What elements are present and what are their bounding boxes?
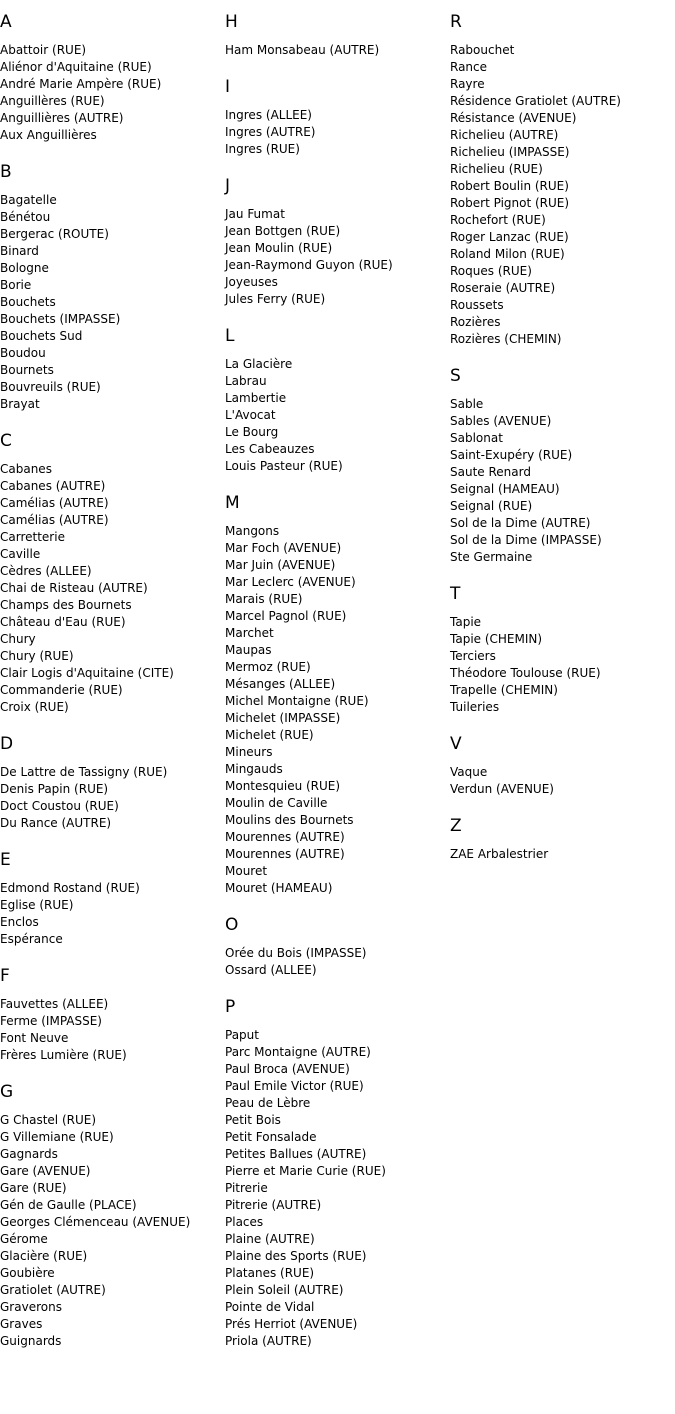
- street-link[interactable]: Bouchets (IMPASSE): [0, 312, 121, 326]
- street-link[interactable]: Paul Broca (AVENUE): [225, 1062, 350, 1076]
- letter-section: [450, 584, 672, 716]
- street-list: [450, 42, 672, 348]
- street-link[interactable]: Mouret: [225, 864, 268, 878]
- letter-section: [225, 915, 447, 979]
- street-index-column: [225, 12, 447, 1368]
- street-link[interactable]: Moulin de Caville: [225, 796, 328, 810]
- street-link[interactable]: Seignal (RUE): [450, 499, 533, 513]
- street-link[interactable]: Sol de la Dime (AUTRE): [450, 516, 591, 530]
- street-link[interactable]: Commanderie (RUE): [0, 683, 123, 697]
- street-link[interactable]: Gén de Gaulle (PLACE): [0, 1198, 137, 1212]
- letter-section: [0, 966, 222, 1064]
- street-link[interactable]: Edmond Rostand (RUE): [0, 881, 140, 895]
- street-link[interactable]: Ste Germaine: [450, 550, 533, 564]
- street-link[interactable]: Saint-Exupéry (RUE): [450, 448, 573, 462]
- street-list: [225, 1027, 447, 1350]
- section-letter-heading: F: [0, 966, 10, 986]
- street-link[interactable]: Gratiolet (AUTRE): [0, 1283, 106, 1297]
- street-link[interactable]: Saute Renard: [450, 465, 531, 479]
- street-link[interactable]: Résidence Gratiolet (AUTRE): [450, 94, 621, 108]
- street-link[interactable]: Rance: [450, 60, 488, 74]
- section-letter-heading: S: [450, 366, 461, 386]
- street-link[interactable]: Mourennes (AUTRE): [225, 847, 345, 861]
- street-link[interactable]: Anguillères (RUE): [0, 94, 105, 108]
- letter-section: [0, 850, 222, 948]
- street-link[interactable]: Espérance: [0, 932, 63, 946]
- street-link[interactable]: Mangons: [225, 524, 280, 538]
- street-link[interactable]: Frères Lumière (RUE): [0, 1048, 127, 1062]
- street-link[interactable]: Du Rance (AUTRE): [0, 816, 112, 830]
- street-link[interactable]: Ingres (AUTRE): [225, 125, 316, 139]
- street-link[interactable]: Joyeuses: [225, 275, 278, 289]
- street-link[interactable]: Rozières (CHEMIN): [450, 332, 562, 346]
- street-link[interactable]: Ingres (ALLEE): [225, 108, 312, 122]
- street-link[interactable]: Aux Anguillières: [0, 128, 97, 142]
- street-link[interactable]: Champs des Bournets: [0, 598, 132, 612]
- street-link[interactable]: Anguillières (AUTRE): [0, 111, 124, 125]
- street-link[interactable]: Boudou: [0, 346, 46, 360]
- street-link[interactable]: Enclos: [0, 915, 39, 929]
- street-link[interactable]: Sable: [450, 397, 484, 411]
- street-link[interactable]: Gagnards: [0, 1147, 58, 1161]
- street-link[interactable]: Jau Fumat: [225, 207, 285, 221]
- street-link[interactable]: La Glacière: [225, 357, 293, 371]
- street-link[interactable]: Peau de Lèbre: [225, 1096, 311, 1110]
- street-link[interactable]: Ingres (RUE): [225, 142, 300, 156]
- street-list: [0, 461, 222, 716]
- street-link[interactable]: Rozières: [450, 315, 501, 329]
- street-link[interactable]: Plaine (AUTRE): [225, 1232, 315, 1246]
- street-link[interactable]: Marcel Pagnol (RUE): [225, 609, 347, 623]
- section-letter-heading: B: [0, 162, 12, 182]
- section-letter-heading: M: [225, 493, 240, 513]
- street-list: [450, 614, 672, 716]
- letter-section: [0, 1082, 222, 1350]
- street-link[interactable]: Sables (AVENUE): [450, 414, 552, 428]
- street-link[interactable]: Rabouchet: [450, 43, 515, 57]
- section-letter-heading: Z: [450, 816, 462, 836]
- street-link[interactable]: Michelet (RUE): [225, 728, 314, 742]
- street-link[interactable]: Richelieu (IMPASSE): [450, 145, 570, 159]
- street-link[interactable]: Petites Ballues (AUTRE): [225, 1147, 367, 1161]
- street-link[interactable]: Mineurs: [225, 745, 273, 759]
- section-letter-heading: L: [225, 326, 235, 346]
- letter-section: [225, 997, 447, 1350]
- street-list: [0, 192, 222, 413]
- section-letter-heading: C: [0, 431, 12, 451]
- street-link[interactable]: Bagatelle: [0, 193, 57, 207]
- section-letter-heading: P: [225, 997, 236, 1017]
- street-link[interactable]: Parc Montaigne (AUTRE): [225, 1045, 371, 1059]
- street-list: [0, 996, 222, 1064]
- street-link[interactable]: Goubière: [0, 1266, 55, 1280]
- street-link[interactable]: Michelet (IMPASSE): [225, 711, 341, 725]
- street-link[interactable]: Roques (RUE): [450, 264, 532, 278]
- street-link[interactable]: Gérome: [0, 1232, 48, 1246]
- street-link[interactable]: Clair Logis d'Aquitaine (CITE): [0, 666, 174, 680]
- street-link[interactable]: Richelieu (AUTRE): [450, 128, 559, 142]
- street-link[interactable]: Borie: [0, 278, 32, 292]
- street-list: [0, 42, 222, 144]
- street-link[interactable]: Eglise (RUE): [0, 898, 74, 912]
- letter-section: [225, 176, 447, 308]
- street-link[interactable]: Platanes (RUE): [225, 1266, 315, 1280]
- letter-section: [0, 12, 222, 144]
- section-letter-heading: A: [0, 12, 12, 32]
- street-link[interactable]: Ferme (IMPASSE): [0, 1014, 102, 1028]
- letter-section: [225, 12, 447, 59]
- street-link[interactable]: Bologne: [0, 261, 49, 275]
- street-link[interactable]: Fauvettes (ALLEE): [0, 997, 109, 1011]
- letter-section: [0, 431, 222, 716]
- street-link[interactable]: Paul Emile Victor (RUE): [225, 1079, 364, 1093]
- street-link[interactable]: Château d'Eau (RUE): [0, 615, 126, 629]
- street-link[interactable]: Aliénor d'Aquitaine (RUE): [0, 60, 152, 74]
- street-link[interactable]: Lambertie: [225, 391, 287, 405]
- street-link[interactable]: Plein Soleil (AUTRE): [225, 1283, 344, 1297]
- street-link[interactable]: Cabanes (AUTRE): [0, 479, 106, 493]
- street-link[interactable]: Bénétou: [0, 210, 51, 224]
- section-letter-heading: D: [0, 734, 14, 754]
- street-link[interactable]: Denis Papin (RUE): [0, 782, 109, 796]
- section-letter-heading: G: [0, 1082, 14, 1102]
- street-link[interactable]: Mermoz (RUE): [225, 660, 311, 674]
- street-list: [450, 764, 672, 798]
- street-link[interactable]: Graves: [0, 1317, 43, 1331]
- street-link[interactable]: Gare (AVENUE): [0, 1164, 91, 1178]
- street-link[interactable]: Marais (RUE): [225, 592, 303, 606]
- street-link[interactable]: Pointe de Vidal: [225, 1300, 315, 1314]
- street-link[interactable]: Plaine des Sports (RUE): [225, 1249, 367, 1263]
- street-link[interactable]: Mourennes (AUTRE): [225, 830, 345, 844]
- section-letter-heading: E: [0, 850, 11, 870]
- street-link[interactable]: Le Bourg: [225, 425, 279, 439]
- street-link[interactable]: Trapelle (CHEMIN): [450, 683, 558, 697]
- street-link[interactable]: Roland Milon (RUE): [450, 247, 565, 261]
- street-link[interactable]: Bouchets Sud: [0, 329, 83, 343]
- street-link[interactable]: Mésanges (ALLEE): [225, 677, 336, 691]
- street-link[interactable]: Gare (RUE): [0, 1181, 67, 1195]
- section-letter-heading: R: [450, 12, 462, 32]
- street-link[interactable]: Bournets: [0, 363, 54, 377]
- street-link[interactable]: Cabanes: [0, 462, 52, 476]
- street-link[interactable]: Roseraie (AUTRE): [450, 281, 556, 295]
- street-link[interactable]: Georges Clémenceau (AVENUE): [0, 1215, 191, 1229]
- street-list: [0, 880, 222, 948]
- street-link[interactable]: Moulins des Bournets: [225, 813, 354, 827]
- street-index-column: [450, 12, 672, 881]
- street-link[interactable]: Mouret (HAMEAU): [225, 881, 333, 895]
- street-link[interactable]: Sablonat: [450, 431, 503, 445]
- street-link[interactable]: Pitrerie: [225, 1181, 268, 1195]
- street-link[interactable]: Michel Montaigne (RUE): [225, 694, 369, 708]
- street-link[interactable]: Font Neuve: [0, 1031, 69, 1045]
- street-link[interactable]: Bergerac (ROUTE): [0, 227, 109, 241]
- street-list: [450, 846, 672, 863]
- street-index-column: [0, 12, 222, 1368]
- street-link[interactable]: Camélias (AUTRE): [0, 513, 109, 527]
- street-link[interactable]: Tapie: [450, 615, 482, 629]
- street-link[interactable]: Tapie (CHEMIN): [450, 632, 543, 646]
- street-link[interactable]: Rochefort (RUE): [450, 213, 546, 227]
- street-list: [0, 1112, 222, 1350]
- street-link[interactable]: De Lattre de Tassigny (RUE): [0, 765, 168, 779]
- street-list: [225, 356, 447, 475]
- street-link[interactable]: Rayre: [450, 77, 485, 91]
- street-link[interactable]: Abattoir (RUE): [0, 43, 87, 57]
- street-link[interactable]: Résistance (AVENUE): [450, 111, 577, 125]
- street-link[interactable]: G Villemiane (RUE): [0, 1130, 114, 1144]
- street-link[interactable]: Ossard (ALLEE): [225, 963, 317, 977]
- street-list: [450, 396, 672, 566]
- letter-section: [450, 366, 672, 566]
- section-letter-heading: V: [450, 734, 462, 754]
- street-link[interactable]: Labrau: [225, 374, 267, 388]
- street-list: [225, 523, 447, 897]
- street-link[interactable]: Richelieu (RUE): [450, 162, 543, 176]
- letter-section: [0, 162, 222, 413]
- street-link[interactable]: G Chastel (RUE): [0, 1113, 97, 1127]
- section-letter-heading: I: [225, 77, 231, 97]
- street-link[interactable]: Mar Foch (AVENUE): [225, 541, 342, 555]
- street-link[interactable]: Seignal (HAMEAU): [450, 482, 560, 496]
- street-link[interactable]: Maupas: [225, 643, 272, 657]
- street-link[interactable]: Jean-Raymond Guyon (RUE): [225, 258, 393, 272]
- street-link[interactable]: Pierre et Marie Curie (RUE): [225, 1164, 386, 1178]
- street-link[interactable]: Terciers: [450, 649, 496, 663]
- street-link[interactable]: Graverons: [0, 1300, 62, 1314]
- street-link[interactable]: Mar Leclerc (AVENUE): [225, 575, 356, 589]
- street-link[interactable]: Binard: [0, 244, 39, 258]
- street-link[interactable]: ZAE Arbalestrier: [450, 847, 549, 861]
- letter-section: [450, 734, 672, 798]
- street-link[interactable]: Petit Bois: [225, 1113, 281, 1127]
- street-link[interactable]: Paput: [225, 1028, 259, 1042]
- street-link[interactable]: Doct Coustou (RUE): [0, 799, 119, 813]
- street-link[interactable]: Louis Pasteur (RUE): [225, 459, 343, 473]
- letter-section: [225, 493, 447, 897]
- street-link[interactable]: Pitrerie (AUTRE): [225, 1198, 322, 1212]
- street-link[interactable]: Chury (RUE): [0, 649, 74, 663]
- section-letter-heading: J: [225, 176, 231, 196]
- street-link[interactable]: Brayat: [0, 397, 40, 411]
- street-link[interactable]: Croix (RUE): [0, 700, 69, 714]
- section-letter-heading: O: [225, 915, 239, 935]
- street-link[interactable]: Priola (AUTRE): [225, 1334, 312, 1348]
- street-link[interactable]: Robert Pignot (RUE): [450, 196, 570, 210]
- street-link[interactable]: Prés Herriot (AVENUE): [225, 1317, 358, 1331]
- street-list: [225, 206, 447, 308]
- section-letter-heading: T: [450, 584, 461, 604]
- street-link[interactable]: André Marie Ampère (RUE): [0, 77, 162, 91]
- street-list: [0, 764, 222, 832]
- street-link[interactable]: Glacière (RUE): [0, 1249, 88, 1263]
- street-link[interactable]: Marchet: [225, 626, 274, 640]
- street-link[interactable]: Vaque: [450, 765, 488, 779]
- street-link[interactable]: Cèdres (ALLEE): [0, 564, 92, 578]
- street-link[interactable]: Verdun (AVENUE): [450, 782, 554, 796]
- letter-section: [450, 12, 672, 348]
- street-link[interactable]: Bouchets: [0, 295, 56, 309]
- letter-section: [0, 734, 222, 832]
- street-link[interactable]: Jean Moulin (RUE): [225, 241, 333, 255]
- street-link[interactable]: Camélias (AUTRE): [0, 496, 109, 510]
- street-link[interactable]: Places: [225, 1215, 264, 1229]
- street-link[interactable]: Chury: [0, 632, 36, 646]
- street-link[interactable]: Tuileries: [450, 700, 500, 714]
- letter-section: [225, 77, 447, 158]
- street-link[interactable]: Ham Monsabeau (AUTRE): [225, 43, 380, 57]
- section-letter-heading: H: [225, 12, 238, 32]
- street-link[interactable]: Petit Fonsalade: [225, 1130, 317, 1144]
- street-link[interactable]: Montesquieu (RUE): [225, 779, 341, 793]
- street-link[interactable]: Jules Ferry (RUE): [225, 292, 326, 306]
- letter-section: [450, 816, 672, 863]
- letter-section: [225, 326, 447, 475]
- street-link[interactable]: Guignards: [0, 1334, 62, 1348]
- street-list: [225, 107, 447, 158]
- street-link[interactable]: Bouvreuils (RUE): [0, 380, 101, 394]
- street-link[interactable]: Roger Lanzac (RUE): [450, 230, 569, 244]
- street-link[interactable]: Caville: [0, 547, 41, 561]
- street-link[interactable]: Les Cabeauzes: [225, 442, 315, 456]
- street-link[interactable]: Chai de Risteau (AUTRE): [0, 581, 148, 595]
- street-link[interactable]: L'Avocat: [225, 408, 276, 422]
- street-list: [225, 945, 447, 979]
- street-link[interactable]: Orée du Bois (IMPASSE): [225, 946, 367, 960]
- street-link[interactable]: Théodore Toulouse (RUE): [450, 666, 601, 680]
- street-link[interactable]: Robert Boulin (RUE): [450, 179, 569, 193]
- street-link[interactable]: Mingauds: [225, 762, 283, 776]
- street-link[interactable]: Roussets: [450, 298, 504, 312]
- street-list: [225, 42, 447, 59]
- street-link[interactable]: Sol de la Dime (IMPASSE): [450, 533, 602, 547]
- street-link[interactable]: Carretterie: [0, 530, 65, 544]
- street-link[interactable]: Jean Bottgen (RUE): [225, 224, 341, 238]
- street-link[interactable]: Mar Juin (AVENUE): [225, 558, 336, 572]
